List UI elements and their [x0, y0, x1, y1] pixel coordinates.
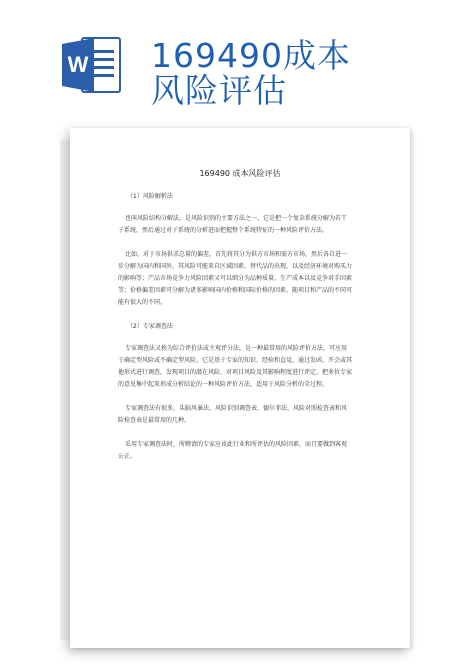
paragraph-line: 的意见集中起来形成分析结论的一种风险评价方法，适用于风险分析的全过程。: [118, 381, 329, 388]
paragraph-line: 步分解为国内和国外，其风险可能来自区域因素、替代品的出现，以及经济环境对购买力: [118, 263, 353, 270]
paragraph-line: 的影响等；产品市场竞争力风险因素又可以细分为品种质量、生产成本以及竞争对手因素: [118, 275, 353, 282]
document-title: 169490 成本风险评估: [199, 169, 281, 178]
header: [0, 0, 474, 118]
paragraph-line: 子系统，然后通过对子系统的分析进而把握整个系统特征的一种风险评价方法。: [118, 227, 329, 234]
paragraph-line: 于确定型风险或不确定型风险。它是基于专家的知识、经验和直觉，通过发函、开会或其: [118, 357, 353, 364]
paragraph-line: 他形式进行调查，发现项目的潜在风险，对项目风险及其影响程度进行评定，把多位专家: [118, 369, 353, 376]
paragraph-line: 能有很大的不同。: [118, 299, 167, 306]
paragraph-line: 公正。: [118, 453, 137, 460]
section-heading: （2）专家调查法: [127, 323, 173, 330]
paragraph-line: 险检查表是最常用的几种。: [118, 417, 191, 424]
paragraph-line: 比如，对于市场供求总量的偏差，首先将其分为供方市场和需方市场，然后各自进一: [125, 251, 348, 258]
header-title-line1: 169490成本: [151, 36, 351, 75]
word-document-icon: [60, 34, 122, 96]
paragraph-line: 等；价格偏差因素可分解为诸多影响国内价格和国际价格的因素，随项目和产品的不同可: [118, 287, 353, 294]
header-title-line2: 风险评估: [151, 71, 287, 110]
svg-text:W: W: [67, 52, 89, 77]
section-heading: （1）风险解析法: [127, 193, 173, 200]
paragraph-line: 专家调查法有很多，头脑风暴法、风险识别调查表、德尔菲法、风险对照检查表和风: [125, 405, 348, 412]
paragraph-line: 专家调查法又称为综合评价法或主观评分法，是一种最常用的风险评价方法，可应用: [125, 345, 348, 352]
paragraph-line: 也叫风险结构分解法，是风险识别的主要方法之一，它是把一个复杂系统分解为若干: [125, 215, 348, 222]
paragraph-line: 采用专家调查法时，所聘请的专家应该此行业和所评估的风险因素，而且要做到客观: [125, 441, 348, 448]
